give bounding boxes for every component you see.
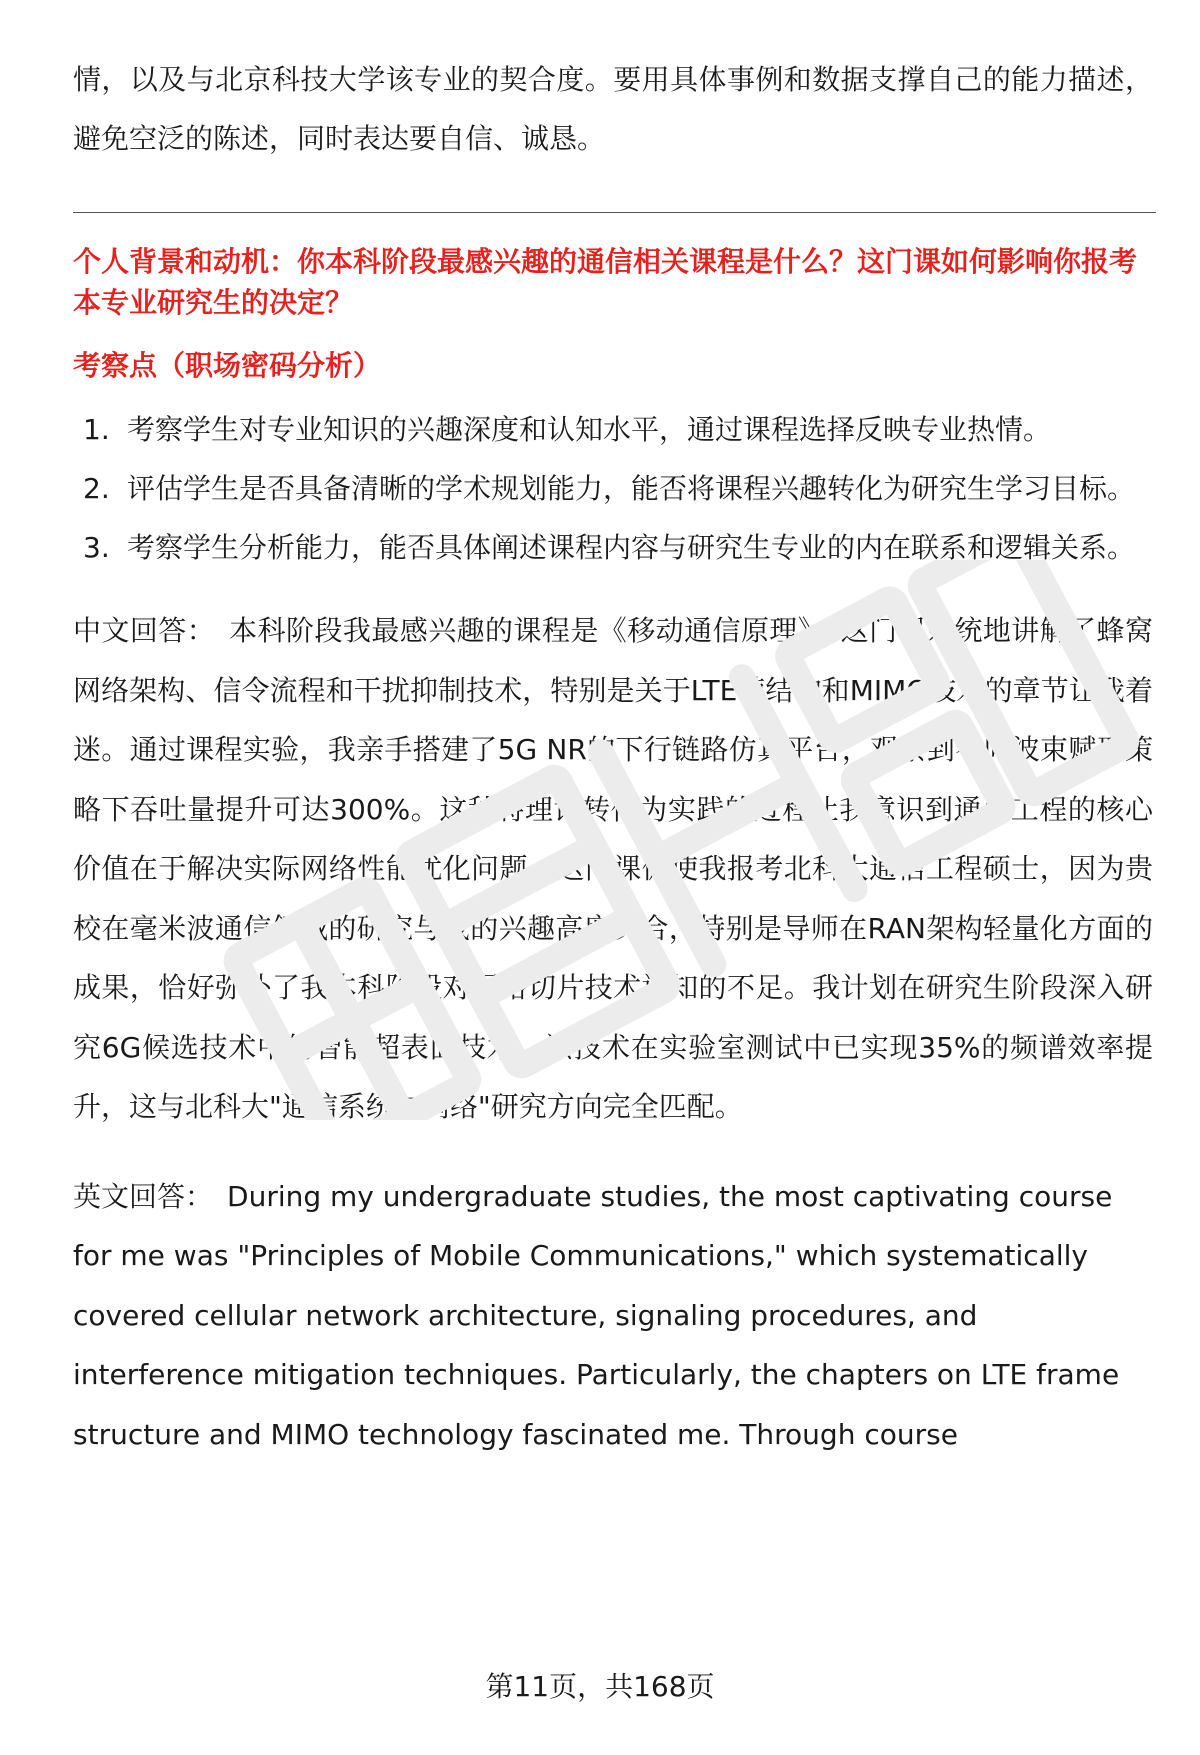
assessment-point-1 — [73, 400, 1153, 459]
assessment-point-2 — [73, 459, 1153, 518]
point-text: 考察学生对专业知识的兴趣深度和认知水平，通过课程选择反映专业热情。 — [127, 413, 1052, 446]
point-text: 评估学生是否具备清晰的学术规划能力，能否将课程兴趣转化为研究生学习目标。 — [127, 472, 1136, 505]
intro-paragraph: 情，以及与北京科技大学该专业的契合度。要用具体事例和数据支撑自己的能力描述，避免空泛的陈述，同时表达要自信、诚恳。 — [73, 63, 1153, 155]
point-number: 1. — [83, 413, 110, 446]
answer-chinese — [73, 601, 1153, 1137]
point-number: 3. — [83, 531, 110, 564]
answer-english — [73, 1167, 1153, 1465]
answer-english-text: During my undergraduate studies, the most captivating course for me was "Principles of Mobile Communications," which systematically covered cellular network architecture, signaling procedures, and interference mitigation techniques. Particularly, the chapters on LTE frame structure and MIMO technology fascinated me. Through course — [73, 1179, 1120, 1451]
document-page — [73, 50, 1153, 1464]
page-footer: 第11页，共168页 — [485, 1670, 715, 1703]
assessment-label: 考察点（职场密码分析） — [73, 349, 382, 382]
assessment-point-3 — [73, 518, 1153, 577]
point-text: 考察学生分析能力，能否具体阐述课程内容与研究生专业的内在联系和逻辑关系。 — [127, 531, 1136, 564]
point-number: 2. — [83, 472, 110, 505]
section-divider — [73, 212, 1156, 213]
answer-chinese-text: 本科阶段我最感兴趣的课程是《移动通信原理》，这门课系统地讲解了蜂窝网络架构、信令流程和干扰抑制技术，特别是关于LTE帧结构和MIMO技术的章节让我着迷。通过课程实验，我亲手搭建了5G NR的下行链路仿真平台，观察到不同波束赋形策略下吞吐量提升可达300%。这种将理论转化为实践的过程让我意识到通信工程的核心价值在于解决实际网络性能优化问题。这门课促使我报考北科大通信工程硕士，因为贵校在毫米波通信领域的研究与我的兴趣高度契合，特别是导师在RAN架构轻量化方面的成果，恰好弥补了我本科阶段对网络切片技术认知的不足。我计划在研究生阶段深入研究6G候选技术中的智能超表面技术，该技术在实验室测试中已实现35%的频谱效率提升，这与北科大"通信系统与网络"研究方向完全匹配。 — [73, 614, 1153, 1123]
question-heading: 个人背景和动机：你本科阶段最感兴趣的通信相关课程是什么？这门课如何影响你报考本专业研究生的决定？ — [73, 245, 1138, 319]
assessment-points-list — [73, 400, 1153, 577]
answer-english-label: 英文回答： — [73, 1179, 214, 1213]
answer-chinese-label: 中文回答： — [73, 614, 216, 647]
